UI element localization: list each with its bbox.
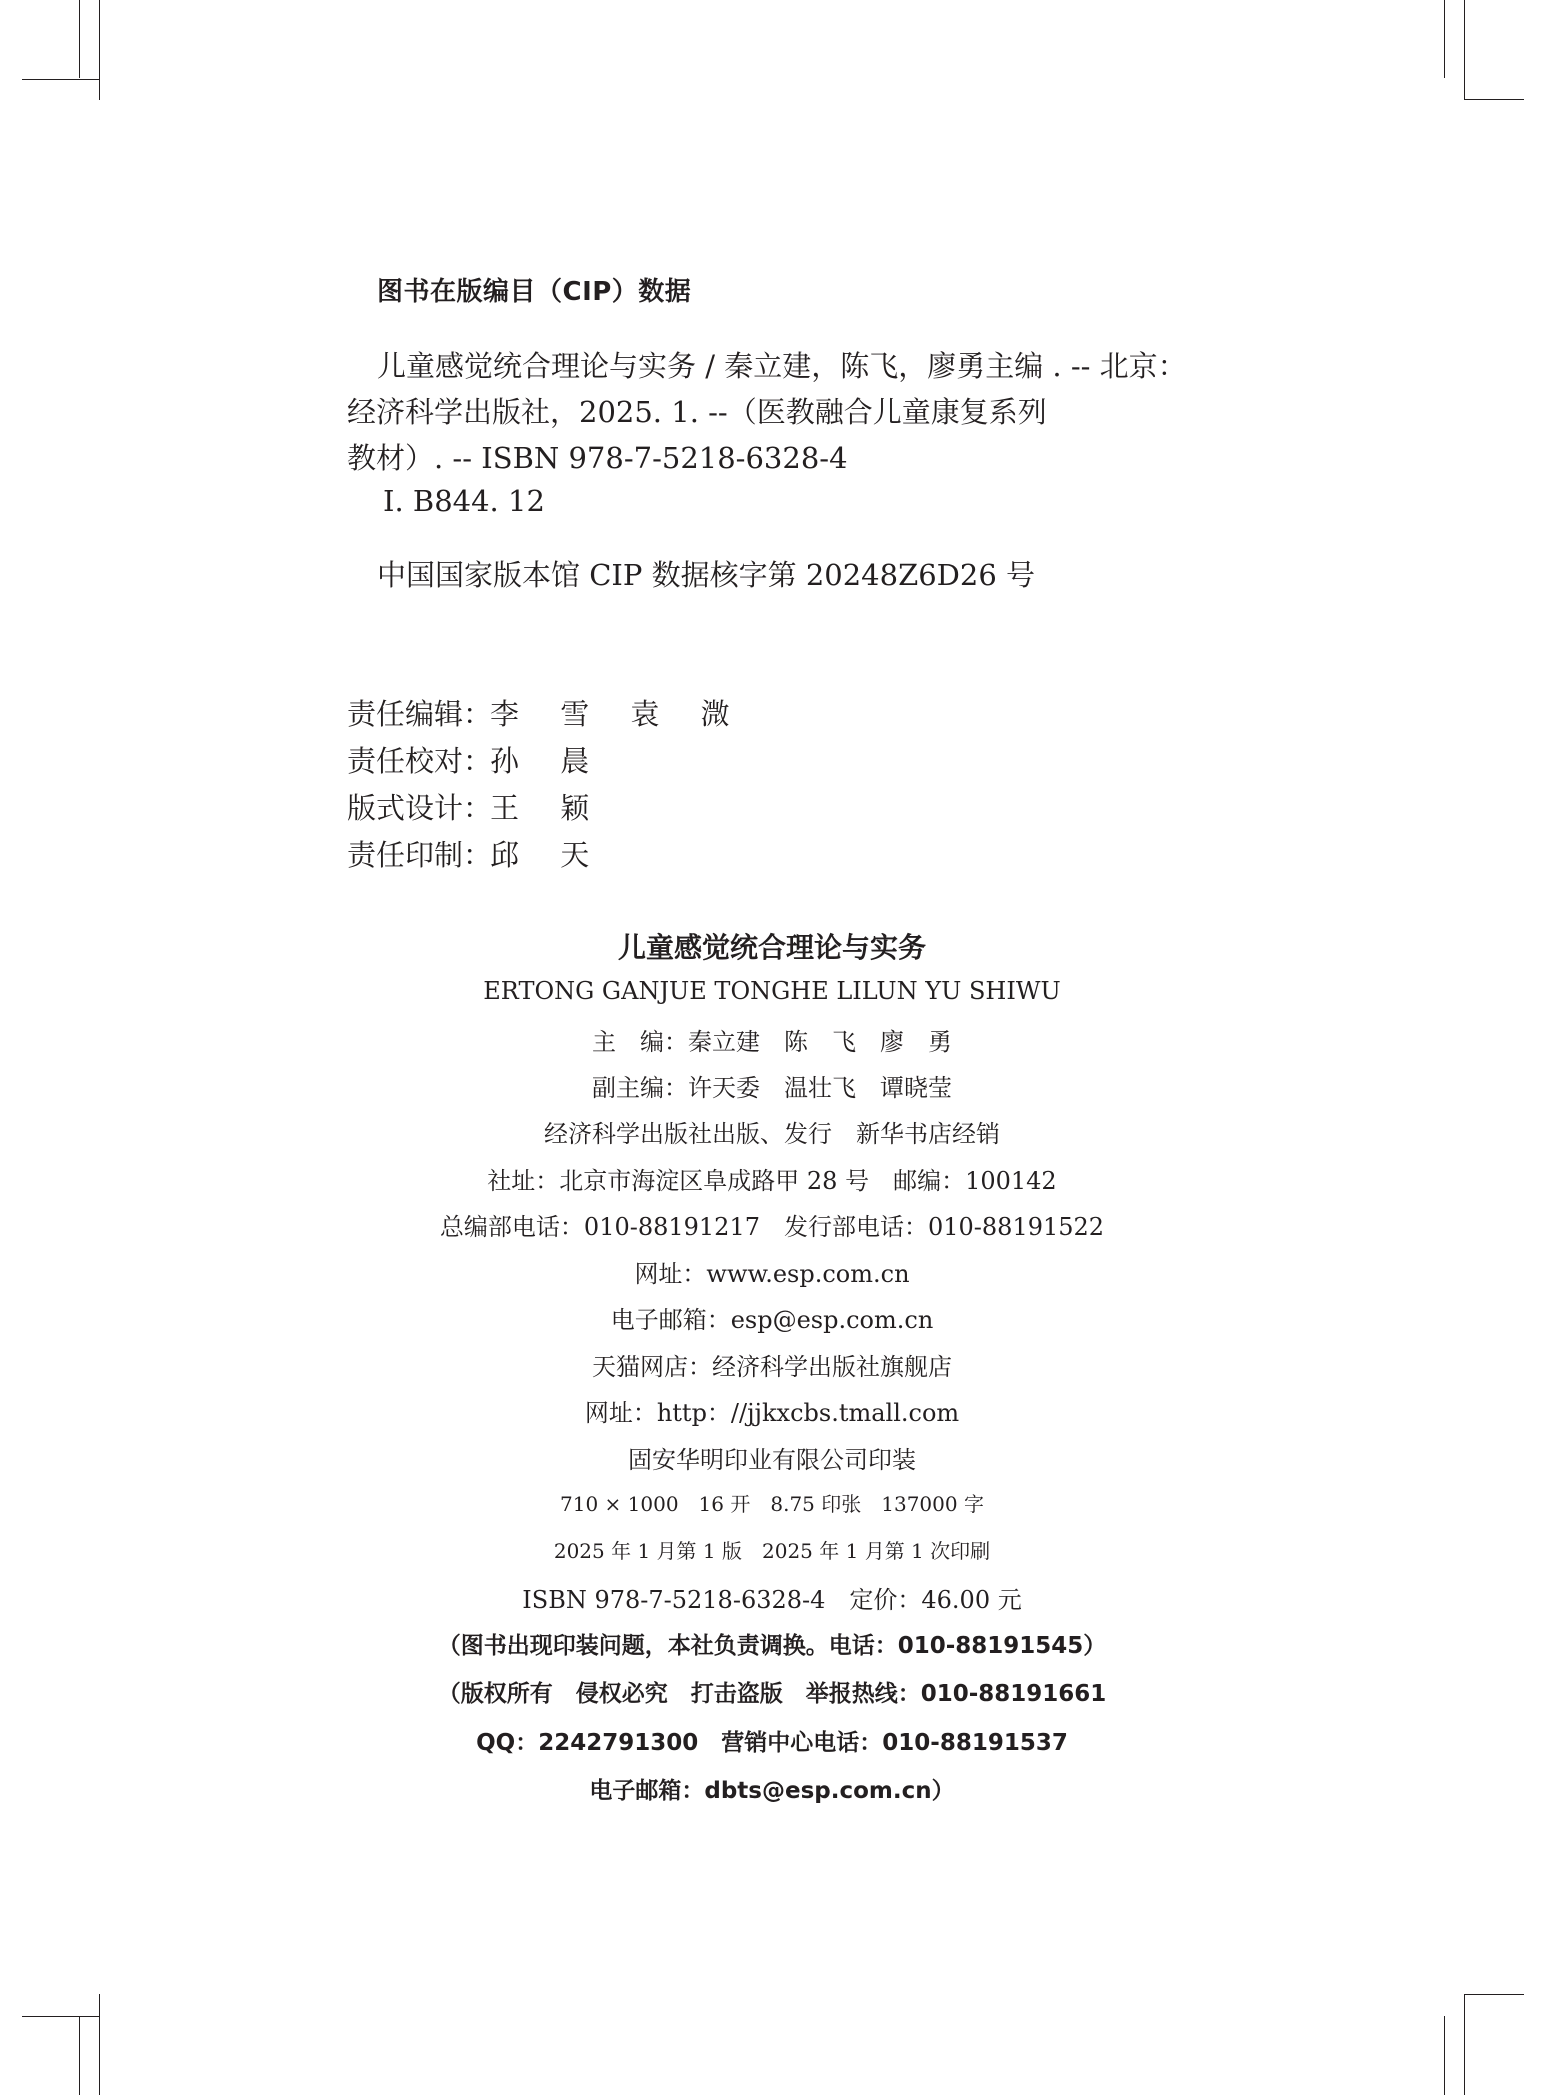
tmall-store: 天猫网店：经济科学出版社旗舰店 (592, 1353, 952, 1381)
staff-role: 责任编辑： (347, 697, 493, 731)
edition-info: 2025 年 1 月第 1 版 2025 年 1 月第 1 次印刷 (553, 1539, 991, 1563)
staff-row (347, 786, 591, 827)
staff-role: 责任印制： (347, 838, 493, 872)
publisher-email: 电子邮箱：esp@esp.com.cn (610, 1306, 934, 1334)
staff-row (347, 833, 591, 874)
publisher-address: 社址：北京市海淀区阜成路甲 28 号 邮编：100142 (487, 1167, 1057, 1195)
staff-row (347, 739, 591, 780)
staff-names: 王 颖 (490, 791, 592, 825)
staff-role: 版式设计： (347, 791, 493, 825)
staff-row (347, 692, 732, 733)
book-title: 儿童感觉统合理论与实务 (617, 931, 926, 964)
printer: 固安华明印业有限公司印装 (628, 1446, 916, 1474)
publisher-website: 网址：www.esp.com.cn (634, 1260, 910, 1288)
cip-classification: Ⅰ. B844. 12 (383, 484, 545, 518)
isbn-price: ISBN 978-7-5218-6328-4 定价：46.00 元 (522, 1586, 1022, 1614)
cip-record-line: 教材）. -- ISBN 978-7-5218-6328-4 (347, 441, 848, 475)
cip-heading: 图书在版编目（CIP）数据 (377, 277, 692, 307)
deputy-editors: 副主编：许天委 温壮飞 谭晓莹 (592, 1074, 952, 1102)
contact-notice: QQ：2242791300 营销中心电话：010-88191537 (476, 1730, 1068, 1756)
staff-role: 责任校对： (347, 744, 493, 778)
copyright-notice: （版权所有 侵权必究 打击盗版 举报热线：010-88191661 (437, 1681, 1107, 1707)
publisher-line: 经济科学出版社出版、发行 新华书店经销 (544, 1120, 1000, 1148)
publisher-phones: 总编部电话：010-88191217 发行部电话：010-88191522 (439, 1213, 1105, 1241)
cip-record-line: 经济科学出版社，2025. 1. --（医教融合儿童康复系列 (347, 395, 1047, 429)
contact-email-notice: 电子邮箱：dbts@esp.com.cn） (589, 1778, 955, 1804)
tmall-url: 网址：http：//jjkxcbs.tmall.com (584, 1399, 960, 1427)
staff-names: 李 雪 袁 溦 (490, 697, 732, 731)
book-format: 710 × 1000 16 开 8.75 印张 137000 字 (560, 1492, 984, 1516)
staff-names: 邱 天 (490, 838, 592, 872)
printing-issue-notice: （图书出现印装问题，本社负责调换。电话：010-88191545） (437, 1633, 1107, 1659)
cip-record-line: 儿童感觉统合理论与实务 / 秦立建，陈飞，廖勇主编 . -- 北京： (377, 349, 1187, 383)
chief-editors: 主 编：秦立建 陈 飞 廖 勇 (592, 1028, 952, 1056)
cip-verification-number: 中国国家版本馆 CIP 数据核字第 20248Z6D26 号 (377, 558, 1036, 592)
book-title-pinyin: ERTONG GANJUE TONGHE LILUN YU SHIWU (483, 977, 1061, 1005)
staff-names: 孙 晨 (490, 744, 592, 778)
